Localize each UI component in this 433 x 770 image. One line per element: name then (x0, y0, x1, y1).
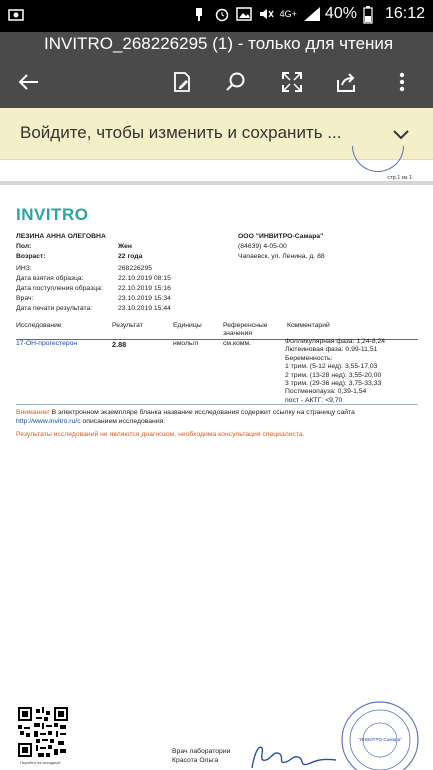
units-value: нмоль/л (173, 340, 199, 347)
back-arrow-icon (16, 70, 40, 94)
test-name-link[interactable]: 17-ОН-прогестерон (16, 340, 78, 347)
notice-text-2: описанием исследования. (80, 418, 166, 425)
result-value: 2.88 (112, 340, 127, 349)
share-button[interactable] (332, 68, 360, 96)
image-icon (236, 6, 252, 22)
more-icon (390, 70, 414, 94)
page-separator (0, 181, 433, 185)
inz-label: ИНЗ: (16, 265, 32, 272)
search-icon (224, 70, 248, 94)
status-bar (0, 0, 433, 32)
back-button[interactable] (14, 68, 42, 96)
share-icon (334, 70, 358, 94)
signal-icon (303, 6, 319, 22)
patient-name: ЛЕЗИНА АННА ОЛЕГОВНА (16, 233, 106, 240)
mute-icon (258, 6, 274, 22)
qr-caption: Перейти на исходный (20, 760, 61, 765)
age-value: 22 года (118, 253, 143, 260)
search-button[interactable] (222, 68, 250, 96)
usb-icon (192, 6, 208, 22)
doctor-signature-block (172, 747, 230, 765)
battery-percent: 40% (324, 5, 357, 22)
print-date-value: 23.10.2019 15:44 (118, 305, 171, 312)
comment-line: Постменопауза: 0,39-1,54 (285, 388, 367, 396)
clock: 16:12 (384, 5, 425, 22)
lab-address: Чапаевск, ул. Ленина, д. 88 (238, 253, 325, 260)
col-header-result: Результат (112, 322, 143, 329)
laboratory-stamp (340, 700, 420, 770)
invitro-logo: INVITRO (16, 205, 89, 224)
col-header-test: Исследование (16, 322, 62, 329)
fullscreen-button[interactable] (278, 68, 306, 96)
signin-banner-text: Войдите, чтобы изменить и сохранить ... (20, 123, 342, 142)
handwritten-signature (240, 738, 340, 770)
comment-line: 3 трим. (29-36 нед): 3,75-33,33 (285, 380, 382, 388)
notice-line (16, 409, 355, 416)
doctor-title: Врач лаборатории (172, 748, 231, 755)
attention-label: Внимание! (16, 409, 50, 416)
invitro-site-link[interactable]: http://www.invitro.ru/c (16, 418, 81, 425)
stamp-text: "ИНВИТРО-Самара" (358, 737, 402, 742)
more-options-button[interactable] (388, 68, 416, 96)
col-header-reference-2: значения (223, 330, 253, 337)
sex-label: Пол: (16, 243, 32, 250)
comment-line: пост - АКТГ: <9,70 (285, 396, 343, 404)
comment-block (285, 338, 385, 405)
notice-line-2 (16, 418, 165, 425)
doctor-date-value: 23.10.2019 15:34 (118, 295, 171, 302)
sample-date-value: 22.10.2019 08:15 (118, 275, 171, 282)
reference-value: см.комм. (223, 340, 252, 347)
doctor-name: Красота Ольга (172, 757, 219, 764)
print-date-label: Дата печати результата: (16, 305, 93, 312)
document-page (0, 160, 433, 770)
fullscreen-icon (280, 70, 304, 94)
doctor-label: Врач: (16, 295, 34, 302)
previous-page-stamp (352, 146, 404, 172)
comment-line: 2 трим. (13-28 нед): 3,55-20,00 (285, 371, 382, 379)
sample-date-label: Дата взятия образца: (16, 275, 84, 282)
table-bottom-divider (16, 404, 418, 405)
comment-line: Фолликулярная фаза: 1,24-8,24 (285, 338, 386, 345)
sex-value: Жен (118, 243, 133, 250)
lab-phone: (84639) 4-05-00 (238, 243, 287, 250)
age-label: Возраст: (16, 253, 46, 260)
photo-icon (8, 7, 24, 23)
lab-name: ООО "ИНВИТРО-Самара" (238, 233, 324, 240)
edit-icon (170, 70, 194, 94)
col-header-comment: Комментарий (287, 322, 330, 329)
chevron-down-icon[interactable] (391, 124, 411, 144)
document-title: INVITRO_268226295 (1) - только для чтения (44, 34, 394, 53)
edit-button[interactable] (168, 68, 196, 96)
page-number: стр.1 из 1 (387, 175, 412, 181)
comment-line: 1 трим. (5-12 нед): 3,55-17,03 (285, 363, 378, 371)
battery-icon (363, 6, 379, 22)
network-type: 4G+ (279, 9, 297, 19)
col-header-reference: Референсные (223, 322, 268, 329)
qr-code[interactable] (18, 707, 68, 757)
receipt-date-label: Дата поступления образца: (16, 285, 103, 292)
disclaimer-text: Результаты исследований не являются диагнозом, необходима консультация специалиста. (16, 431, 305, 438)
notice-text: В электронном экземпляре бланка название исследования содержит ссылку на страницу сайта (49, 409, 355, 416)
inz-value: 268226295 (118, 265, 153, 272)
receipt-date-value: 22.10.2019 15:16 (118, 285, 171, 292)
comment-line: Беременность: (285, 354, 333, 362)
alarm-icon (214, 6, 230, 22)
col-header-units: Единицы (173, 322, 202, 329)
comment-line: Лютеиновая фаза: 0,99-11,51 (285, 346, 378, 354)
app-toolbar (0, 32, 433, 108)
